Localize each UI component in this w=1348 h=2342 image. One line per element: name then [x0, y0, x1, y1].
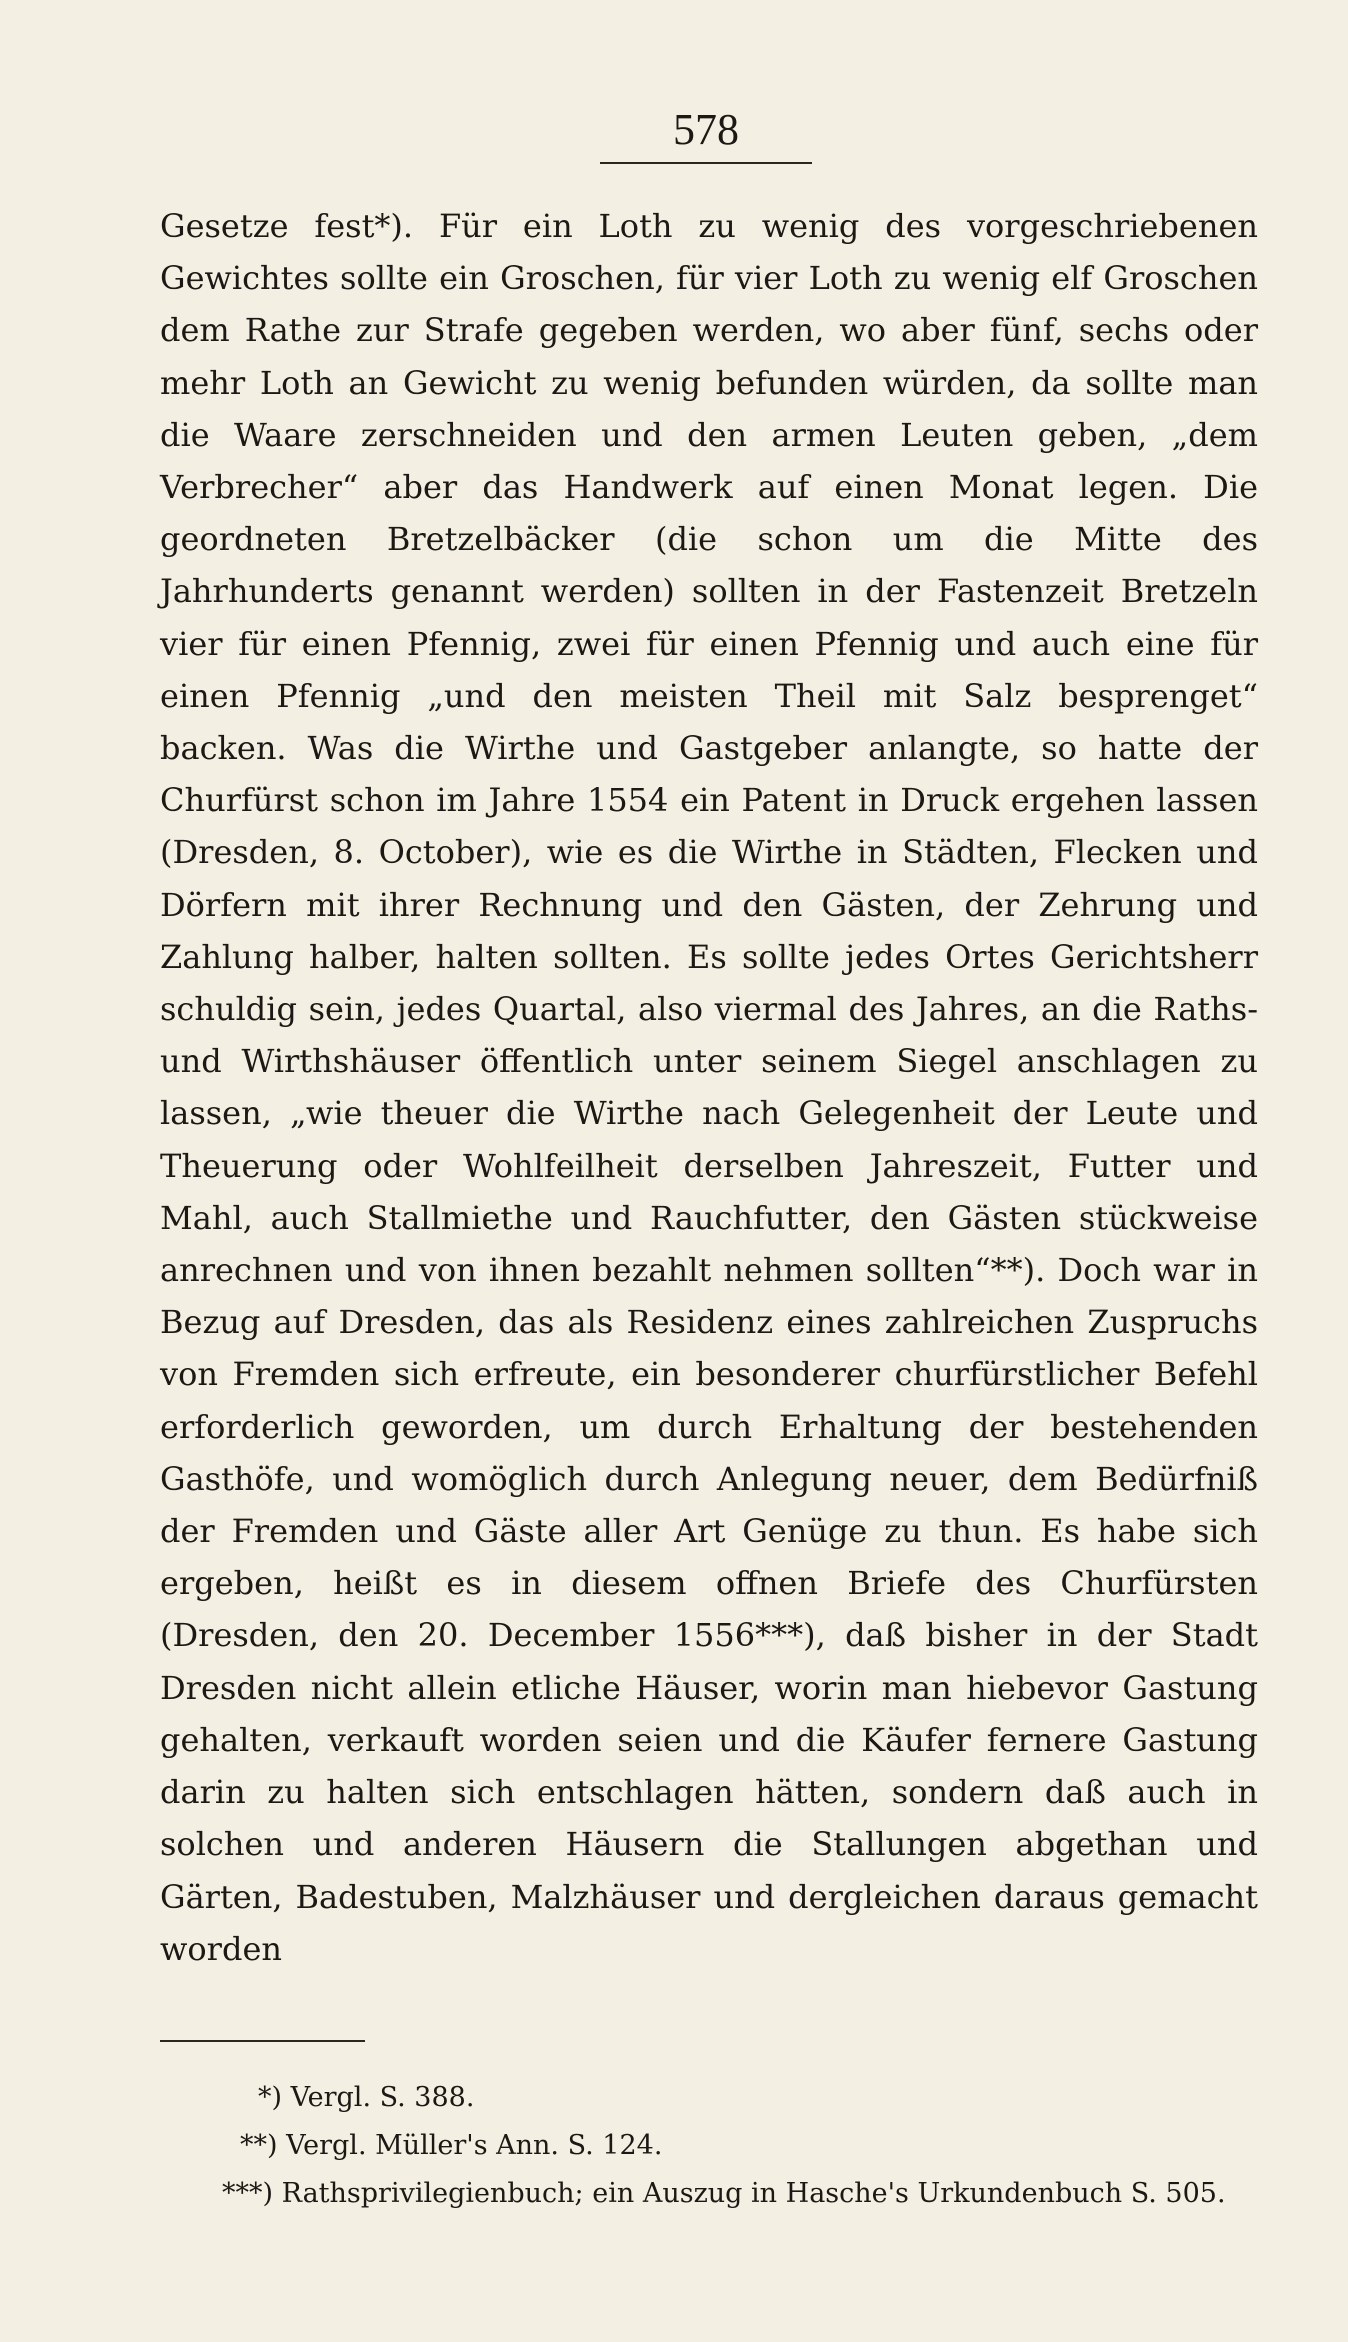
header-rule — [600, 162, 812, 164]
footnote-2: **) Vergl. Müller's Ann. S. 124. — [240, 2130, 663, 2161]
footnote-rule — [160, 2040, 365, 2042]
footnote-1: *) Vergl. S. 388. — [258, 2082, 475, 2113]
body-text: Gesetze fest*). Für ein Loth zu wenig des vorgeschriebenen Gewichtes sollte ein Groschen, für vier Loth zu wenig elf Groschen dem Rathe zur Strafe gegeben werden, wo aber fünf, sechs oder mehr Loth an Gewicht zu wenig befunden würden, da sollte man die Waare zerschneiden und den armen Leuten geben, „dem Verbrecher“ aber das Handwerk auf einen Monat legen. Die geordneten Bretzelbäcker (die schon um die Mitte des Jahrhunderts genannt werden) sollten in der Fastenzeit Bretzeln vier für einen Pfennig, zwei für einen Pfennig und auch eine für einen Pfennig „und den meisten Theil mit Salz besprenget“ backen. Was die Wirthe und Gastgeber anlangte, so hatte der Churfürst schon im Jahre 1554 ein Patent in Druck ergehen lassen (Dresden, 8. October), wie es die Wirthe in Städten, Flecken und Dörfern mit ihrer Rechnung und den Gästen, der Zehrung und Zahlung halber, halten sollten. Es sollte jedes Ortes Gerichtsherr schuldig sein, jedes Quartal, also viermal des Jahres, an die Raths- und Wirthshäuser öffentlich unter seinem Siegel anschlagen zu lassen, „wie theuer die Wirthe nach Gelegenheit der Leute und Theuerung oder Wohlfeilheit derselben Jahreszeit, Futter und Mahl, auch Stallmiethe und Rauchfutter, den Gästen stückweise anrechnen und von ihnen bezahlt nehmen sollten“**). Doch war in Bezug auf Dresden, das als Residenz eines zahlreichen Zuspruchs von Fremden sich erfreute, ein besonderer churfürstlicher Befehl erforderlich geworden, um durch Erhaltung der bestehenden Gasthöfe, und womöglich durch Anlegung neuer, dem Bedürfniß der Fremden und Gäste aller Art Genüge zu thun. Es habe sich ergeben, heißt es in diesem offnen Briefe des Churfürsten (Dresden, den 20. December 1556***), daß bisher in der Stadt Dresden nicht allein etliche Häuser, worin man hiebevor Gastung gehalten, verkauft worden seien und die Käufer fernere Gastung darin zu halten sich entschlagen hätten, sondern daß auch in solchen und anderen Häusern die Stallungen abgethan und Gärten, Badestuben, Malzhäuser und dergleichen daraus gemacht worden — [160, 207, 1258, 1968]
footnote-3: ***) Rathsprivilegienbuch; ein Auszug in Hasche's Urkundenbuch S. 505. — [222, 2178, 1226, 2209]
page-number: 578 — [673, 105, 739, 154]
footnotes — [160, 2074, 1258, 2218]
